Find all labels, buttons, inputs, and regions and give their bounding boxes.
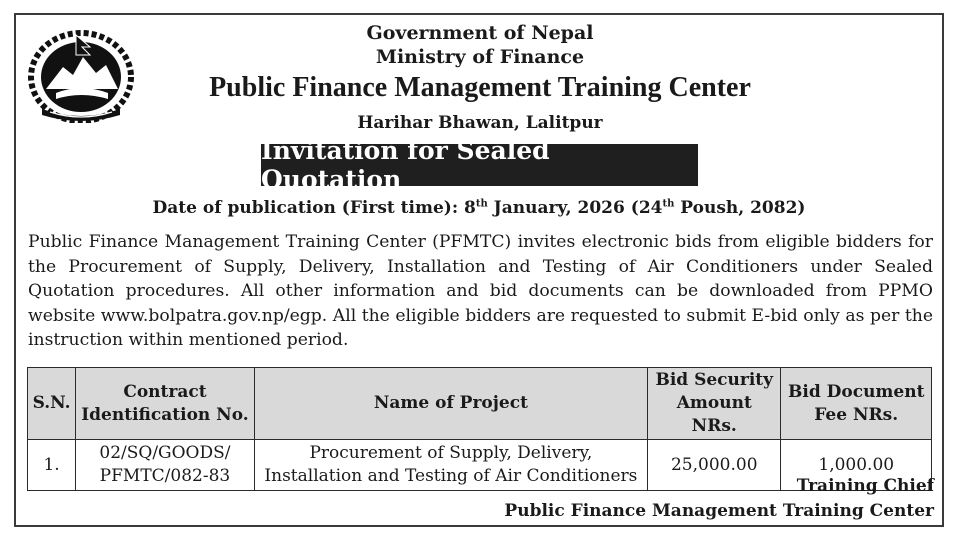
government-name: Government of Nepal: [366, 22, 594, 44]
cell-project-line2: Installation and Testing of Air Conditioners: [264, 466, 638, 486]
publication-bs-rest: Poush, 2082): [674, 198, 806, 218]
cell-contract: [76, 440, 255, 491]
notice-body: Public Finance Management Training Center (PFMTC) invites electronic bids from eligible bidders for the Procurement of Supply, Delivery, Installation and Testing of Air Conditioners under Sealed Quotation procedures. All other information and bid documents can be downloaded from PPMO website www.bolpatra.gov.np/egp. All the eligible bidders are requested to submit E-bid only as per the instruction within mentioned period.: [28, 232, 933, 351]
publication-bs-day: 24: [638, 198, 663, 218]
header-fee-line2: Fee NRs.: [814, 404, 899, 425]
header-security-line1: Bid Security: [655, 370, 774, 390]
header-contract-line2: Identification No.: [81, 404, 249, 425]
publication-bs-suffix: th: [662, 198, 675, 210]
cell-security: 25,000.00: [648, 440, 781, 491]
header-sn: S.N.: [28, 368, 76, 440]
signatory-title: Training Chief: [796, 476, 934, 496]
ministry-name: Ministry of Finance: [375, 46, 585, 68]
header-security-line2: Amount NRs.: [676, 393, 752, 436]
nepal-government-emblem-icon: [28, 27, 134, 123]
publication-day-suffix: th: [475, 198, 488, 210]
notice-title: Invitation for Sealed Quotation: [261, 144, 698, 186]
publication-rest: January, 2026 (: [487, 198, 639, 218]
header-contract-line1: Contract: [123, 381, 207, 402]
header-project: Name of Project: [254, 368, 647, 440]
header-contract: [76, 368, 255, 440]
publication-day: 8: [464, 198, 476, 218]
publication-label: Date of publication (First time):: [152, 198, 459, 218]
table-header-row: [28, 368, 932, 440]
signatory-organization: Public Finance Management Training Center: [504, 501, 934, 521]
cell-contract-line1: 02/SQ/GOODS/: [99, 443, 231, 463]
header-fee-line1: Bid Document: [788, 381, 925, 402]
cell-fee: 1,000.00: [781, 440, 932, 491]
cell-project-line1: Procurement of Supply, Delivery,: [309, 443, 593, 463]
cell-contract-line2: PFMTC/082-83: [99, 466, 231, 486]
cell-project: [254, 440, 647, 491]
publication-date: [120, 198, 838, 218]
organization-address: Harihar Bhawan, Lalitpur: [357, 113, 603, 133]
organization-name: Public Finance Management Training Center: [209, 72, 751, 103]
cell-sn: 1.: [28, 440, 76, 491]
header-security: [648, 368, 781, 440]
bid-table: [27, 367, 932, 491]
header-fee: [781, 368, 932, 440]
